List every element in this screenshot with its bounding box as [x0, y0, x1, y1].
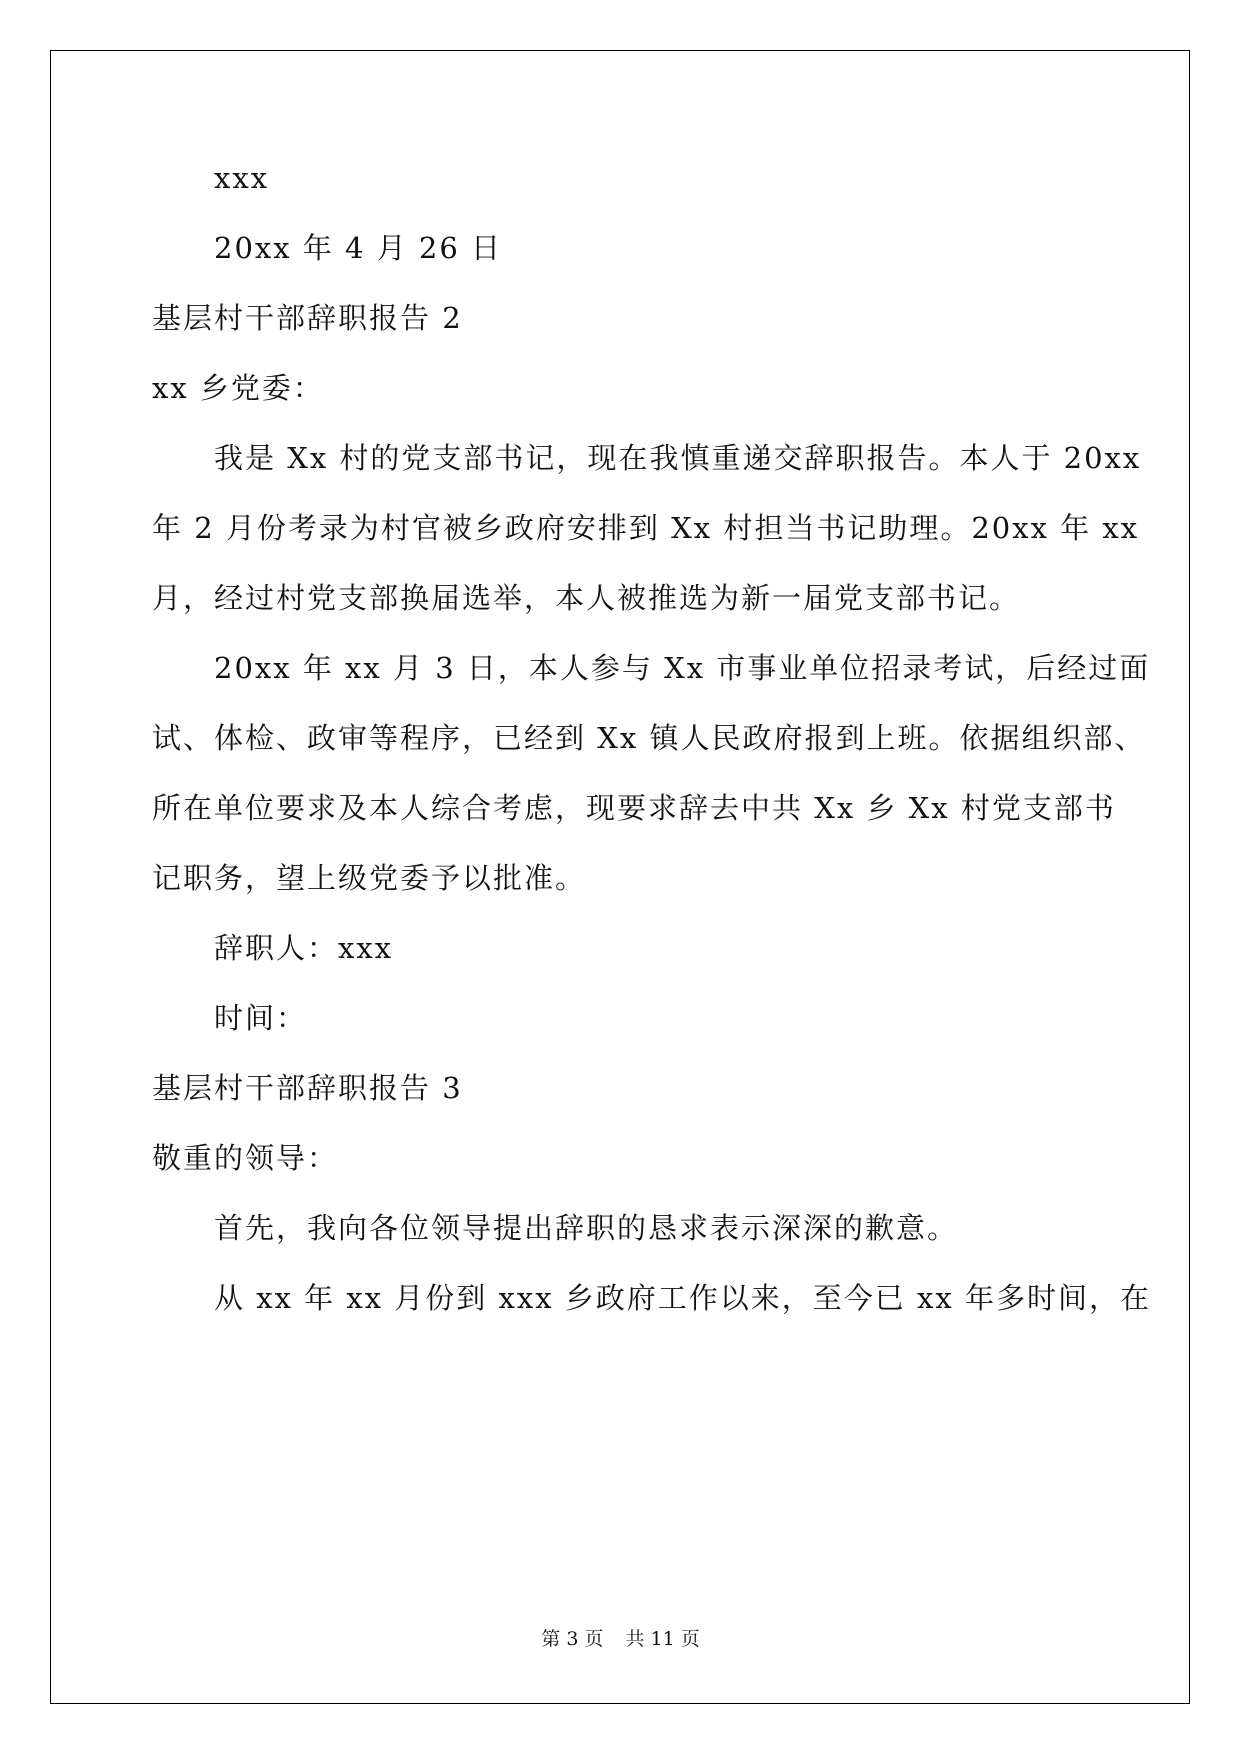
- section-heading-3: 基层村干部辞职报告 3: [152, 1071, 463, 1105]
- page-number: 第 3 页: [541, 1628, 604, 1650]
- page-footer: [0, 1624, 1241, 1651]
- paragraph-line: 首先，我向各位领导提出辞职的恳求表示深深的歉意。: [214, 1211, 959, 1245]
- resigner-line: 辞职人：xxx: [214, 931, 394, 965]
- total-pages: 共 11 页: [625, 1628, 700, 1650]
- section-heading-2: 基层村干部辞职报告 2: [152, 301, 463, 335]
- paragraph-line: 从 xx 年 xx 月份到 xxx 乡政府工作以来，至今已 xx 年多时间，在: [214, 1281, 1151, 1315]
- signature-name: xxx: [214, 161, 270, 195]
- paragraph-line: 所在单位要求及本人综合考虑，现要求辞去中共 Xx 乡 Xx 村党支部书: [152, 791, 1116, 825]
- paragraph-line: 试、体检、政审等程序，已经到 Xx 镇人民政府报到上班。依据组织部、: [152, 721, 1146, 755]
- salutation: xx 乡党委：: [152, 371, 324, 405]
- paragraph-line: 记职务，望上级党委予以批准。: [152, 861, 587, 895]
- paragraph-line: 年 2 月份考录为村官被乡政府安排到 Xx 村担当书记助理。20xx 年 xx: [152, 511, 1140, 545]
- time-line: 时间：: [214, 1001, 308, 1035]
- paragraph-line: 我是 Xx 村的党支部书记，现在我慎重递交辞职报告。本人于 20xx: [214, 441, 1142, 475]
- paragraph-line: 20xx 年 xx 月 3 日，本人参与 Xx 市事业单位招录考试，后经过面: [214, 651, 1151, 685]
- paragraph-line: 月，经过村党支部换届选举，本人被推选为新一届党支部书记。: [152, 581, 1021, 615]
- salutation: 敬重的领导：: [152, 1141, 339, 1175]
- signature-date: 20xx 年 4 月 26 日: [214, 231, 503, 265]
